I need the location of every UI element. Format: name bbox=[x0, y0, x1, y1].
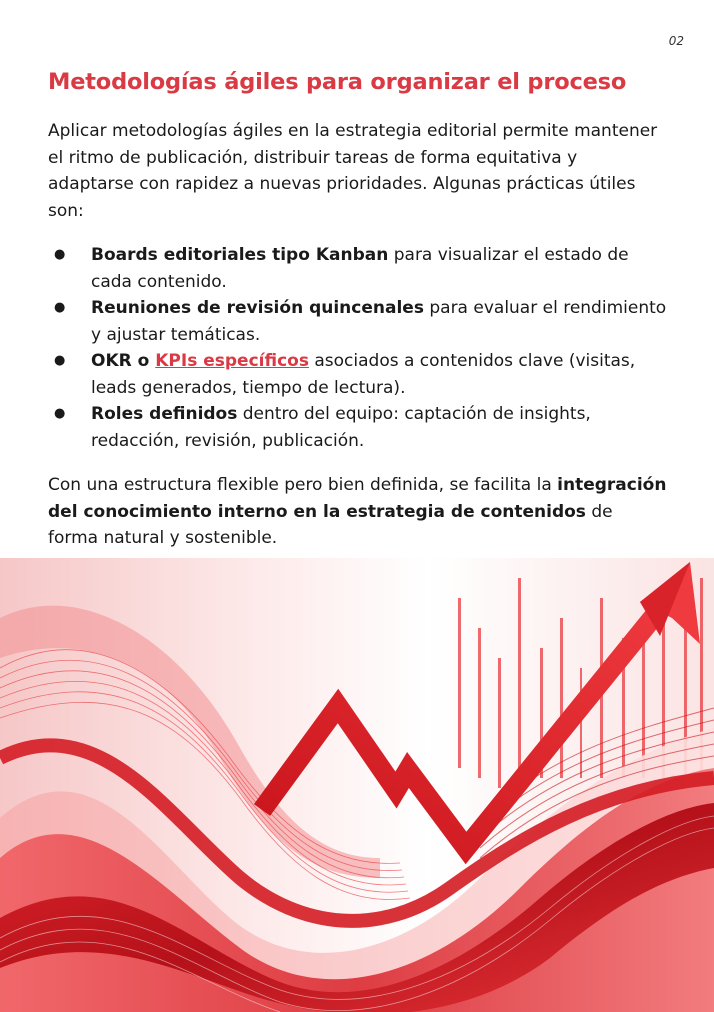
practice-title: Reuniones de revisión quincenales bbox=[91, 298, 424, 319]
closing-text: Con una estructura flexible pero bien definida, se facilita la bbox=[48, 475, 558, 496]
practice-text: para evaluar el rendimiento y ajustar temáticas. bbox=[91, 298, 667, 345]
practice-text: para visualizar el estado de cada contenido. bbox=[91, 245, 629, 292]
bullet-icon: ● bbox=[54, 406, 66, 422]
practices-list bbox=[48, 242, 668, 454]
page-number: 02 bbox=[668, 34, 684, 48]
closing-emphasis: integración del conocimiento interno en la estrategia de contenidos bbox=[48, 475, 667, 522]
list-item bbox=[48, 401, 668, 454]
practice-title: Roles definidos bbox=[91, 404, 238, 425]
list-item bbox=[48, 295, 668, 348]
list-item bbox=[48, 242, 668, 295]
main-content bbox=[48, 68, 668, 552]
bullet-icon: ● bbox=[54, 300, 66, 316]
bullet-icon: ● bbox=[54, 247, 66, 263]
practice-title: OKR o bbox=[91, 351, 156, 372]
closing-text-end: de forma natural y sostenible. bbox=[48, 501, 613, 549]
practice-text: dentro del equipo: captación de insights, redacción, revisión, publicación. bbox=[91, 404, 591, 451]
practice-title: Boards editoriales tipo Kanban bbox=[91, 245, 389, 266]
closing-paragraph bbox=[48, 472, 668, 552]
kpis-link[interactable]: KPIs específicos bbox=[155, 351, 309, 372]
intro-paragraph: Aplicar metodologías ágiles en la estrategia editorial permite mantener el ritmo de publicación, distribuir tareas de forma equitativa y adaptarse con rapidez a nuevas prioridades. Algunas prácticas útiles son: bbox=[48, 121, 658, 221]
rising-trend-arrow-illustration bbox=[0, 558, 714, 1012]
list-item bbox=[48, 348, 668, 401]
practice-text: asociados a contenidos clave (visitas, leads generados, tiempo de lectura). bbox=[91, 351, 636, 398]
section-heading: Metodologías ágiles para organizar el proceso bbox=[48, 69, 627, 95]
bullet-icon: ● bbox=[54, 353, 66, 369]
